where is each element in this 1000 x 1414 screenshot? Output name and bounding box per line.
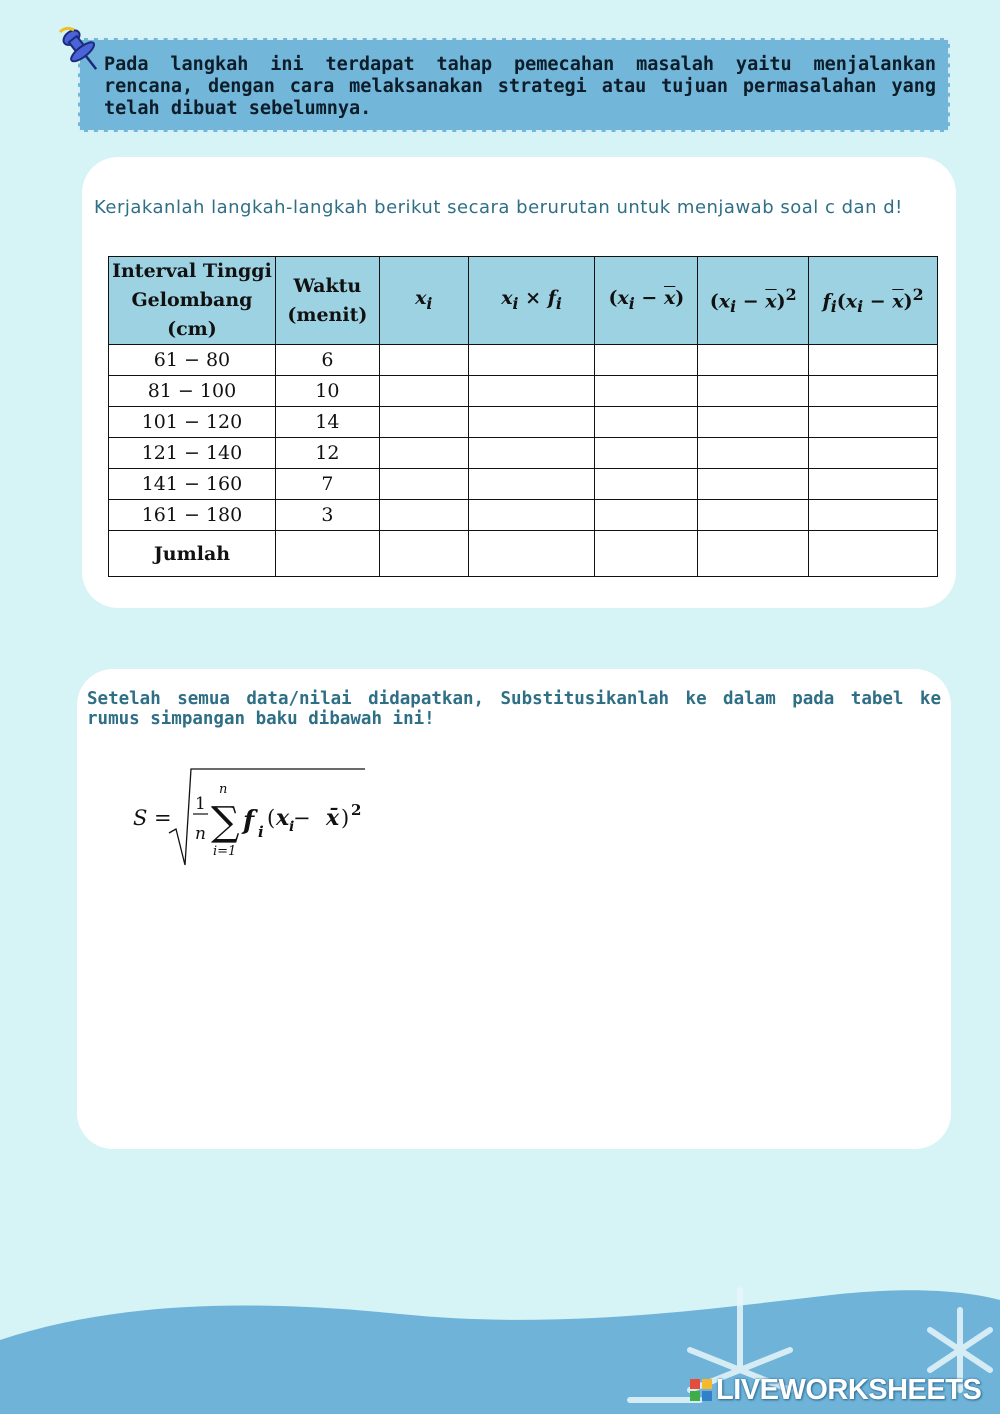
liveworksheets-logo-icon: [690, 1379, 712, 1401]
xi-input-cell[interactable]: [379, 345, 468, 376]
xi-input-cell[interactable]: [379, 376, 468, 407]
xifi-input-cell[interactable]: [468, 469, 595, 500]
fi-deviation-squared-input-cell[interactable]: [809, 376, 938, 407]
interval-cell: 61 − 80: [109, 345, 276, 376]
xifi-input-cell[interactable]: [468, 407, 595, 438]
formula-n: n: [195, 824, 206, 844]
deviation-squared-input-cell[interactable]: [698, 376, 809, 407]
formula-close: ): [341, 806, 350, 830]
intro-banner: [78, 38, 950, 132]
formula-open: (: [267, 806, 276, 830]
header-interval: Interval Tinggi Gelombang (cm): [109, 257, 276, 345]
formula-sigma: ∑: [211, 799, 240, 845]
brand-name: LIVEWORKSHEETS: [716, 1373, 982, 1406]
xi-input-cell[interactable]: [379, 500, 468, 531]
formula-minus: −: [293, 806, 311, 830]
deviation-squared-input-cell[interactable]: [698, 407, 809, 438]
formula-instruction: Setelah semua data/nilai didapatkan, Substitusikanlah ke dalam pada tabel ke rumus simpangan baku dibawah ini!: [87, 689, 941, 729]
fi-deviation-squared-input-cell[interactable]: [809, 438, 938, 469]
xi-input-cell[interactable]: [379, 407, 468, 438]
total-deviation-squared-input-cell[interactable]: [698, 531, 809, 577]
total-xi-input-cell[interactable]: [379, 531, 468, 577]
frequency-table: [108, 256, 938, 577]
deviation-input-cell[interactable]: [595, 438, 698, 469]
deviation-input-cell[interactable]: [595, 469, 698, 500]
formula-lhs: S =: [133, 806, 172, 830]
formula-f: f: [243, 806, 255, 836]
fi-deviation-squared-input-cell[interactable]: [809, 500, 938, 531]
total-deviation-input-cell[interactable]: [595, 531, 698, 577]
waktu-cell: 3: [275, 500, 379, 531]
xi-input-cell[interactable]: [379, 469, 468, 500]
formula-sigma-lower: i=1: [213, 844, 237, 859]
header-waktu: Waktu (menit): [275, 257, 379, 345]
table-header-row: [109, 257, 938, 345]
deviation-squared-input-cell[interactable]: [698, 469, 809, 500]
fi-deviation-squared-input-cell[interactable]: [809, 469, 938, 500]
waktu-cell: 14: [275, 407, 379, 438]
waktu-cell: 10: [275, 376, 379, 407]
formula-xbar: x̄: [326, 805, 340, 831]
header-fi-deviation-squared: $f_i(x_i - \overline{x})^2$: [809, 257, 938, 345]
deviation-input-cell[interactable]: [595, 500, 698, 531]
standard-deviation-formula: [129, 767, 389, 871]
formula-sigma-upper: n: [219, 782, 228, 797]
formula-one: 1: [195, 794, 206, 814]
formula-pow: 2: [351, 801, 362, 819]
xi-input-cell[interactable]: [379, 438, 468, 469]
deviation-squared-input-cell[interactable]: [698, 500, 809, 531]
interval-cell: 141 − 160: [109, 469, 276, 500]
intro-text: Pada langkah ini terdapat tahap pemecahan masalah yaitu menjalankan rencana, dengan cara melaksanakan strategi atau tujuan permasalahan yang telah dibuat sebelumnya.: [104, 54, 936, 119]
table-row: [109, 407, 938, 438]
pushpin-icon: [56, 24, 108, 78]
table-row: [109, 345, 938, 376]
deviation-input-cell[interactable]: [595, 345, 698, 376]
table-row: [109, 376, 938, 407]
header-deviation-squared: $(x_i - \overline{x})^2$: [698, 257, 809, 345]
waktu-cell: 6: [275, 345, 379, 376]
liveworksheets-brand[interactable]: [690, 1373, 981, 1407]
deviation-input-cell[interactable]: [595, 407, 698, 438]
deviation-squared-input-cell[interactable]: [698, 438, 809, 469]
xifi-input-cell[interactable]: [468, 345, 595, 376]
fi-deviation-squared-input-cell[interactable]: [809, 345, 938, 376]
xifi-input-cell[interactable]: [468, 376, 595, 407]
formula-x: x: [276, 805, 290, 831]
total-fi-deviation-squared-input-cell[interactable]: [809, 531, 938, 577]
interval-cell: 161 − 180: [109, 500, 276, 531]
table-row: [109, 438, 938, 469]
interval-cell: 121 − 140: [109, 438, 276, 469]
header-deviation: $(x_i - \overline{x})$: [595, 257, 698, 345]
formula-x-sub: i: [289, 819, 295, 835]
total-xifi-input-cell[interactable]: [468, 531, 595, 577]
interval-cell: 101 − 120: [109, 407, 276, 438]
waktu-cell: 7: [275, 469, 379, 500]
table-card: [82, 157, 956, 608]
table-row: [109, 500, 938, 531]
header-xi: $x_i$: [379, 257, 468, 345]
xifi-input-cell[interactable]: [468, 500, 595, 531]
total-waktu-input-cell[interactable]: [275, 531, 379, 577]
waktu-cell: 12: [275, 438, 379, 469]
fi-deviation-squared-input-cell[interactable]: [809, 407, 938, 438]
total-label: Jumlah: [109, 531, 276, 577]
deviation-input-cell[interactable]: [595, 376, 698, 407]
total-row: [109, 531, 938, 577]
header-xi-times-fi: $x_i \times f_i$: [468, 257, 595, 345]
table-row: [109, 469, 938, 500]
table-instruction: Kerjakanlah langkah-langkah berikut secara berurutan untuk menjawab soal c dan d!: [94, 197, 903, 218]
deviation-squared-input-cell[interactable]: [698, 345, 809, 376]
xifi-input-cell[interactable]: [468, 438, 595, 469]
formula-card: [77, 669, 951, 1149]
interval-cell: 81 − 100: [109, 376, 276, 407]
formula-f-sub: i: [258, 823, 264, 841]
